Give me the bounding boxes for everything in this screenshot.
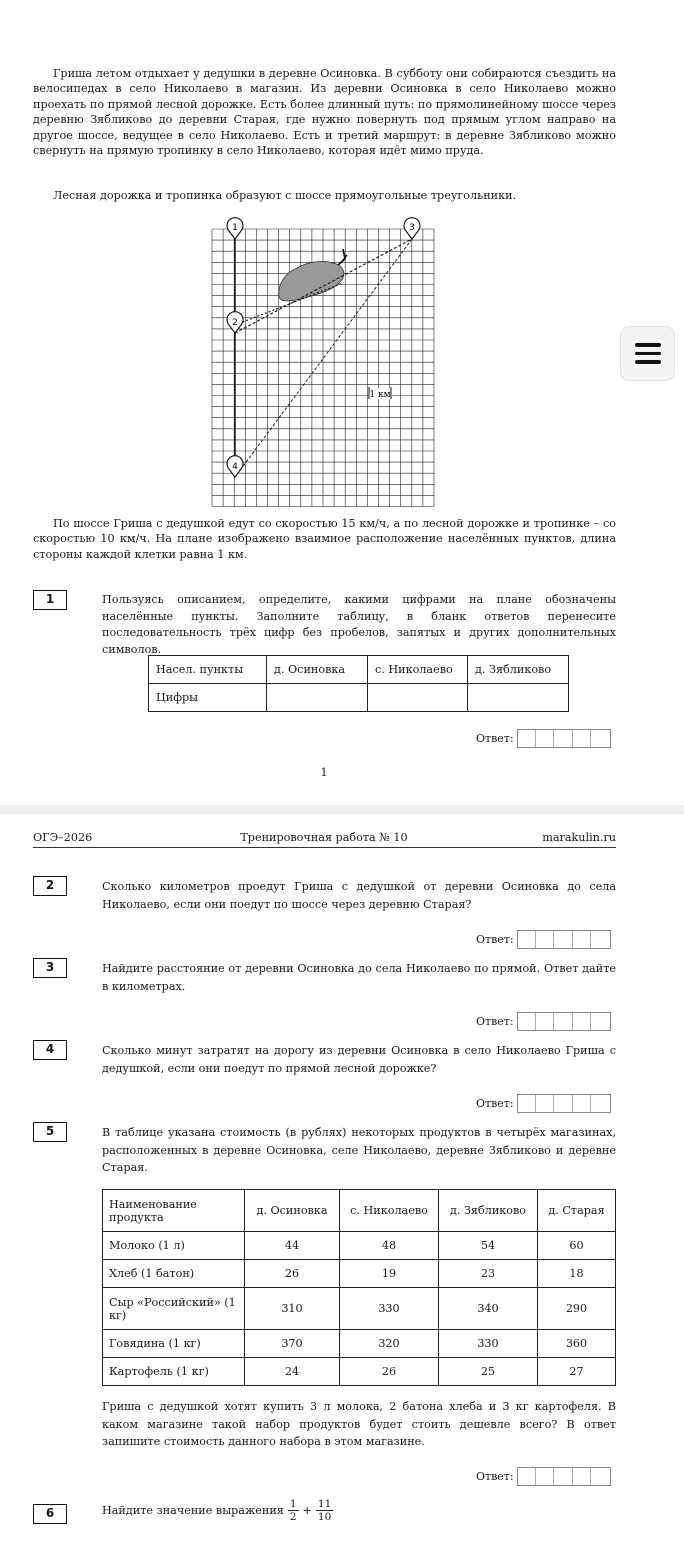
question-2-text: Сколько километров проедут Гриша с дедушкой от деревни Осиновка до села Николаево, если они поедут по шоссе через деревню Старая? xyxy=(102,880,616,911)
table-cell: 26 xyxy=(245,1260,340,1288)
question-6-text: Найдите значение выражения $\frac{1}{2}$ + $\frac{11}{10}$ xyxy=(102,1498,332,1523)
table-header-cell: д. Осиновка xyxy=(245,1190,340,1232)
intro-paragraph-2: Лесная дорожка и тропинка образуют с шоссе прямоугольные треугольники. xyxy=(53,189,517,202)
question-4-number: 4 xyxy=(33,1040,67,1060)
table-row xyxy=(103,1358,616,1386)
table-header-cell: д. Старая xyxy=(538,1190,616,1232)
table-header-cell: д. Зябликово xyxy=(439,1190,538,1232)
answer-label: Ответ: xyxy=(476,1096,514,1110)
fraction-1: $\frac{1}{2}$ xyxy=(289,1498,297,1523)
table-cell: 60 xyxy=(538,1232,616,1260)
question-3-number: 3 xyxy=(33,958,67,978)
page-number: 1 xyxy=(320,766,328,779)
table-cell: Картофель (1 кг) xyxy=(103,1358,245,1386)
svg-text:3: 3 xyxy=(409,223,415,233)
table-cell: 310 xyxy=(245,1288,340,1330)
table-header-cell: Наименование продукта xyxy=(103,1190,245,1232)
answer-2-field[interactable] xyxy=(517,930,611,949)
header-rule xyxy=(33,847,616,848)
table-cell: 26 xyxy=(340,1358,439,1386)
route-map xyxy=(205,215,445,510)
question-1-number: 1 xyxy=(33,590,67,610)
table-row xyxy=(103,1288,616,1330)
table-row xyxy=(149,656,569,684)
table-cell: Насел. пункты xyxy=(149,656,267,684)
answer-5 xyxy=(476,1466,611,1486)
table-cell: 48 xyxy=(340,1232,439,1260)
svg-text:4: 4 xyxy=(232,462,238,472)
digit-input-cell[interactable] xyxy=(267,684,368,712)
table-row xyxy=(149,684,569,712)
header-center: Тренировочная работа № 10 xyxy=(240,831,408,844)
svg-text:1 км: 1 км xyxy=(369,390,391,400)
menu-button[interactable] xyxy=(620,326,675,381)
table-cell: 320 xyxy=(340,1330,439,1358)
table-cell: 19 xyxy=(340,1260,439,1288)
table-cell: д. Осиновка xyxy=(267,656,368,684)
answer-label: Ответ: xyxy=(476,731,514,745)
question-6-number: 6 xyxy=(33,1504,67,1524)
page-2 xyxy=(0,814,684,1558)
table-cell: д. Зябликово xyxy=(468,656,569,684)
table-cell: 18 xyxy=(538,1260,616,1288)
table-cell: 370 xyxy=(245,1330,340,1358)
question-5-number: 5 xyxy=(33,1122,67,1142)
table-row xyxy=(103,1330,616,1358)
digit-input-cell[interactable] xyxy=(468,684,569,712)
speed-paragraph: По шоссе Гриша с дедушкой едут со скоростью 15 км/ч, а по лесной дорожке и тропинке – со скоростью 10 км/ч. На плане изображено взаимное расположение населённых пунктов, длина стороны каждой клетки равна 1 км. xyxy=(33,517,616,561)
settlement-digit-table xyxy=(148,655,569,712)
table-header-row xyxy=(103,1190,616,1232)
question-3-text: Найдите расстояние от деревни Осиновка до села Николаево по прямой. Ответ дайте в километрах. xyxy=(102,962,616,993)
header-right: marakulin.ru xyxy=(542,831,616,844)
answer-3-field[interactable] xyxy=(517,1012,611,1031)
table-cell: 340 xyxy=(439,1288,538,1330)
table-cell: Цифры xyxy=(149,684,267,712)
question-4-text: Сколько минут затратят на дорогу из деревни Осиновка в село Николаево Гриша с дедушкой, если они поедут по прямой лесной дорожке? xyxy=(102,1044,616,1075)
question-2-number: 2 xyxy=(33,876,67,896)
answer-3 xyxy=(476,1011,611,1031)
table-cell: с. Николаево xyxy=(368,656,468,684)
menu-icon xyxy=(635,343,661,347)
answer-label: Ответ: xyxy=(476,932,514,946)
fraction-2: $\frac{11}{10}$ xyxy=(317,1498,332,1523)
header-left: ОГЭ–2026 xyxy=(33,831,93,844)
table-cell: Говядина (1 кг) xyxy=(103,1330,245,1358)
answer-1 xyxy=(476,728,611,748)
table-cell: 23 xyxy=(439,1260,538,1288)
page-separator xyxy=(0,805,684,814)
table-cell: 25 xyxy=(439,1358,538,1386)
table-header-cell: с. Николаево xyxy=(340,1190,439,1232)
table-cell: 44 xyxy=(245,1232,340,1260)
table-cell: Молоко (1 л) xyxy=(103,1232,245,1260)
answer-5-field[interactable] xyxy=(517,1467,611,1486)
question-1-text: Пользуясь описанием, определите, какими цифрами на плане обозначены населённые пункты. Заполните таблицу, в бланк ответов перенесите последовательность трёх цифр без пробелов, запятых и других дополнительных символов. xyxy=(102,593,616,656)
answer-4 xyxy=(476,1093,611,1113)
table-row xyxy=(103,1232,616,1260)
svg-text:2: 2 xyxy=(232,318,238,328)
answer-label: Ответ: xyxy=(476,1014,514,1028)
question-5-followup: Гриша с дедушкой хотят купить 3 л молока, 2 батона хлеба и 3 кг картофеля. В каком магазине такой набор продуктов будет стоить дешевле всего? В ответ запишите стоимость данного набора в этом магазине. xyxy=(102,1400,616,1448)
scale-bar xyxy=(368,387,392,400)
marker-4 xyxy=(227,456,243,477)
table-cell: 360 xyxy=(538,1330,616,1358)
intro-paragraph: Гриша летом отдыхает у дедушки в деревне Осиновка. В субботу они собираются съездить на велосипедах в село Николаево в магазин. Из деревни Осиновка в село Николаево можно проехать по прямой лесной дорожке. Есть более длинный путь: по прямолинейному шоссе через деревню Зябликово до деревни Старая, где нужно повернуть под прямым углом направо на другое шоссе, ведущее в село Николаево. Есть и третий маршрут: в деревне Зябликово можно свернуть на прямую тропинку в село Николаево, которая идёт мимо пруда. xyxy=(33,67,616,158)
answer-label: Ответ: xyxy=(476,1469,514,1483)
table-row xyxy=(103,1260,616,1288)
question-5-text: В таблице указана стоимость (в рублях) некоторых продуктов в четырёх магазинах, расположенных в деревне Осиновка, селе Николаево, деревне Зябликово и деревне Старая. xyxy=(102,1126,616,1174)
road-2-3 xyxy=(235,239,412,333)
answer-1-field[interactable] xyxy=(517,729,611,748)
table-cell: 290 xyxy=(538,1288,616,1330)
marker-3 xyxy=(404,218,420,239)
table-cell: 24 xyxy=(245,1358,340,1386)
table-cell: 54 xyxy=(439,1232,538,1260)
answer-2 xyxy=(476,929,611,949)
price-table xyxy=(102,1189,616,1386)
table-cell: Хлеб (1 батон) xyxy=(103,1260,245,1288)
table-cell: 330 xyxy=(340,1288,439,1330)
svg-text:1: 1 xyxy=(232,223,238,233)
table-cell: Сыр «Российский» (1 кг) xyxy=(103,1288,245,1330)
marker-1 xyxy=(227,218,243,239)
table-cell: 27 xyxy=(538,1358,616,1386)
table-cell: 330 xyxy=(439,1330,538,1358)
answer-4-field[interactable] xyxy=(517,1094,611,1113)
digit-input-cell[interactable] xyxy=(368,684,468,712)
